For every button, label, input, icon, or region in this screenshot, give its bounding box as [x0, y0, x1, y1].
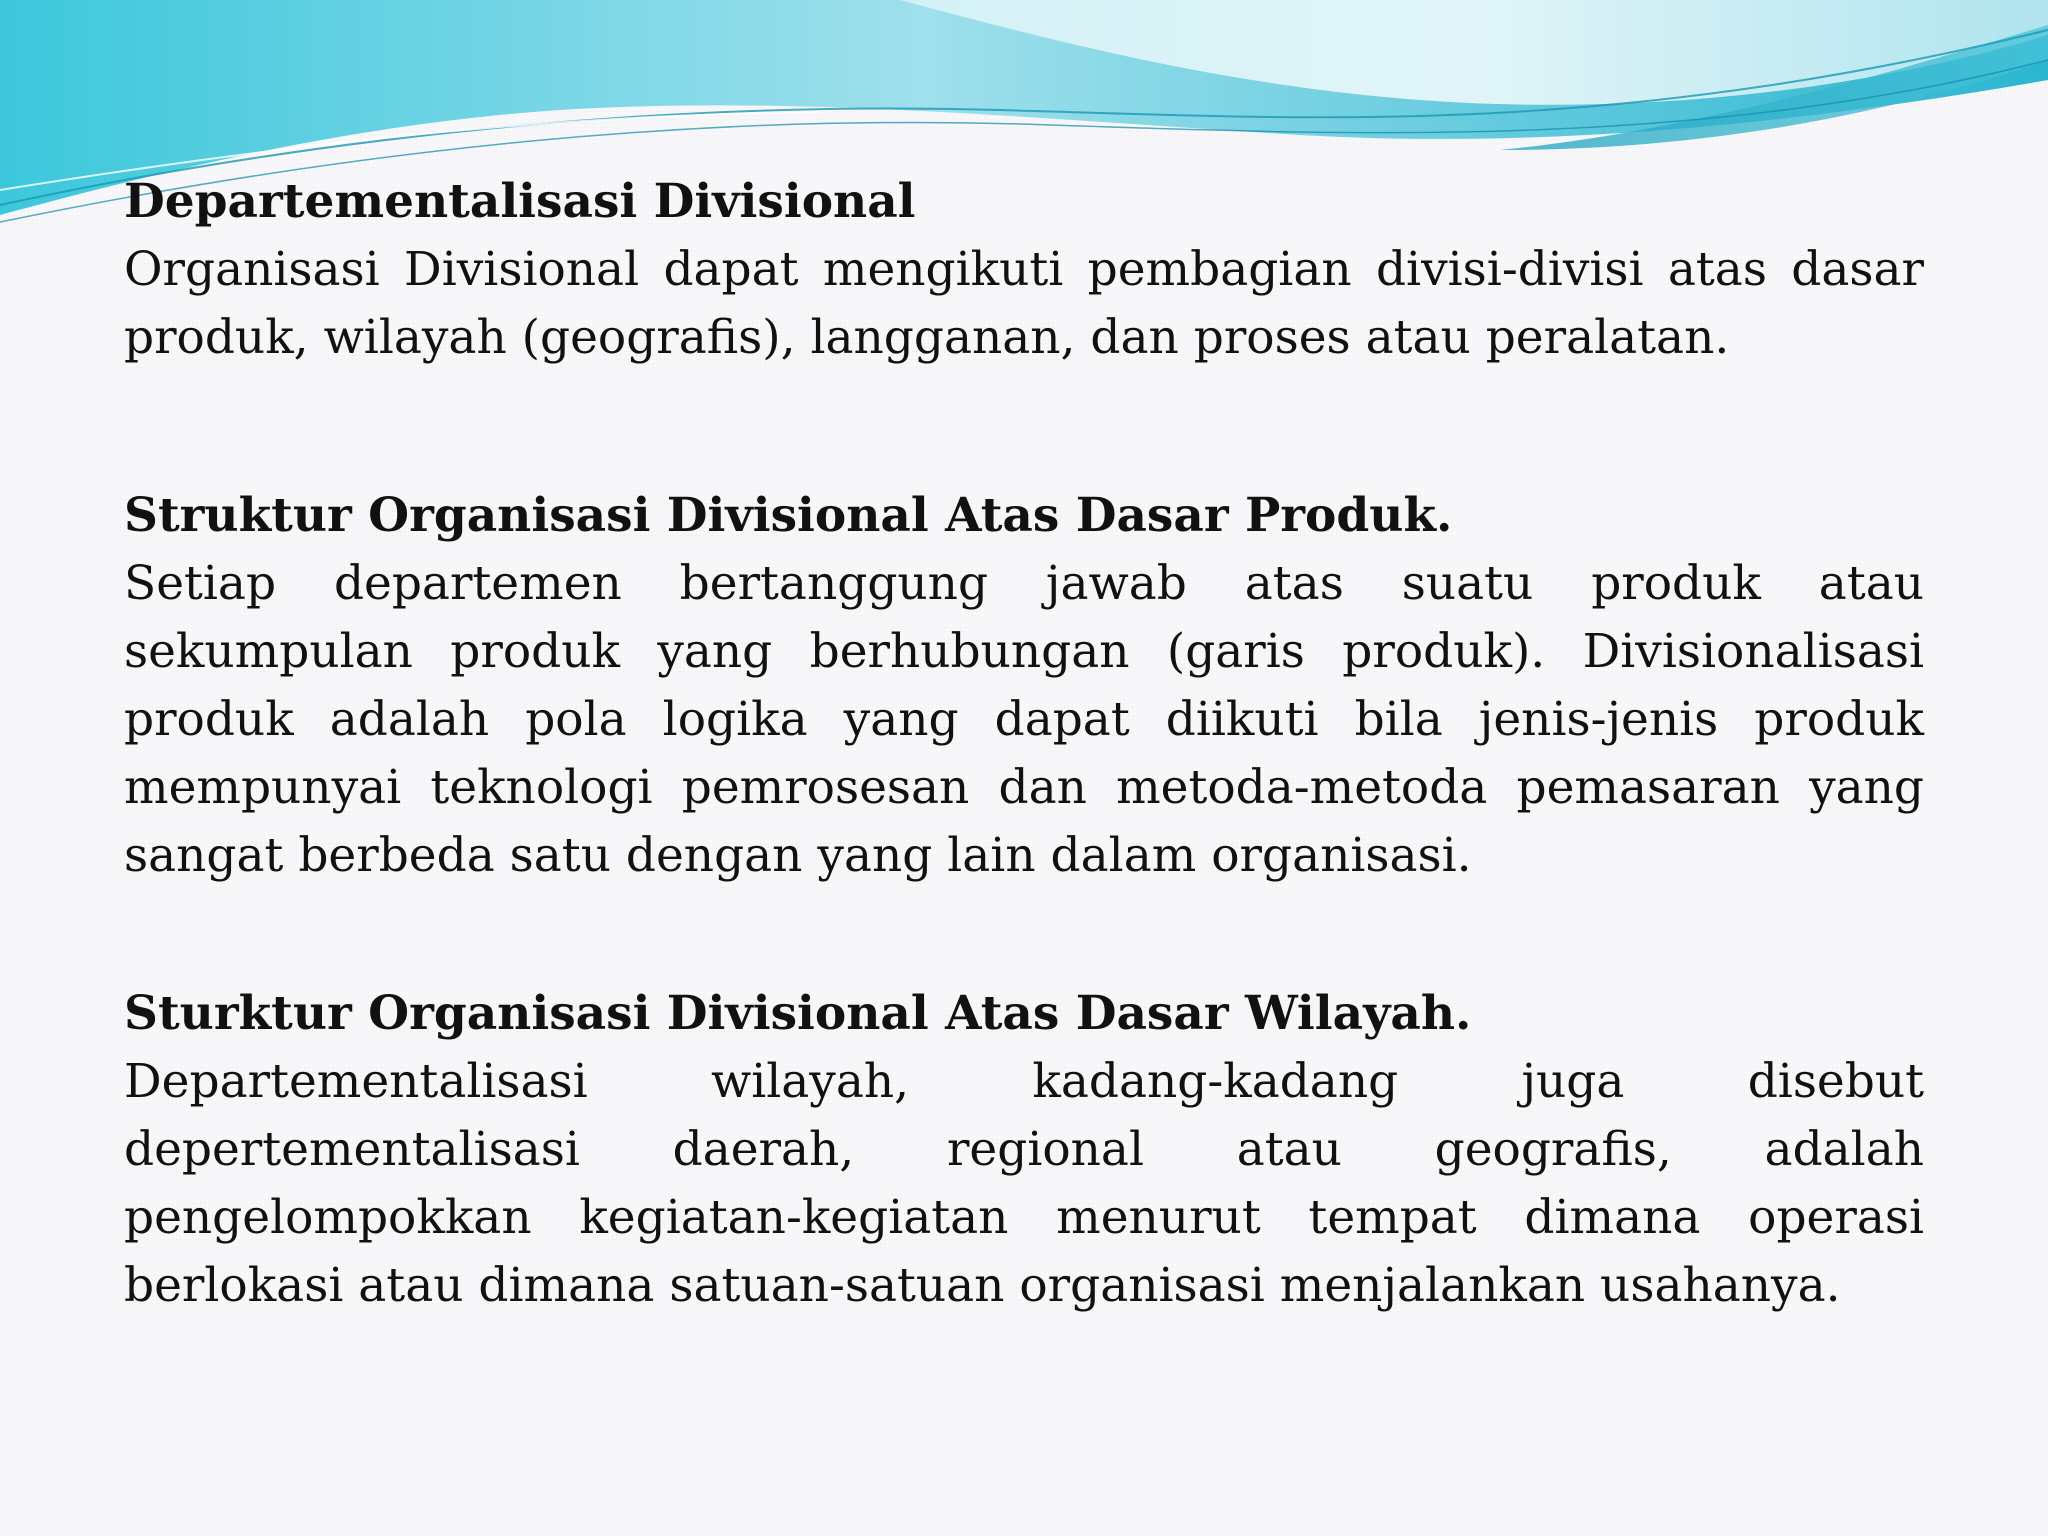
section-heading-product: Struktur Organisasi Divisional Atas Dasar Produk.: [124, 488, 1453, 543]
slide-content: [124, 168, 1924, 1320]
section-body-divisional: Organisasi Divisional dapat mengikuti pembagian divisi-divisi atas dasar produk, wilayah (geografis), langganan, dan proses atau peralatan.: [124, 242, 1924, 365]
section-body-product: Setiap departemen bertanggung jawab atas suatu produk atau sekumpulan produk yang berhubungan (garis produk). Divisionalisasi produk adalah pola logika yang dapat diikuti bila jenis-jenis produk mempunyai teknologi pemrosesan dan metoda-metoda pemasaran yang sangat berbeda satu dengan yang lain dalam organisasi.: [124, 556, 1924, 883]
section-body-region: Departementalisasi wilayah, kadang-kadang juga disebut depertementalisasi daerah, regional atau geografis, adalah pengelompokkan kegiatan-kegiatan menurut tempat dimana operasi berlokasi atau dimana satuan-satuan organisasi menjalankan usahanya.: [124, 1054, 1924, 1313]
section-heading-region: Sturktur Organisasi Divisional Atas Dasar Wilayah.: [124, 986, 1472, 1041]
spacer: [124, 372, 1924, 482]
spacer: [124, 890, 1924, 980]
section-heading-divisional: Departementalisasi Divisional: [124, 174, 916, 229]
